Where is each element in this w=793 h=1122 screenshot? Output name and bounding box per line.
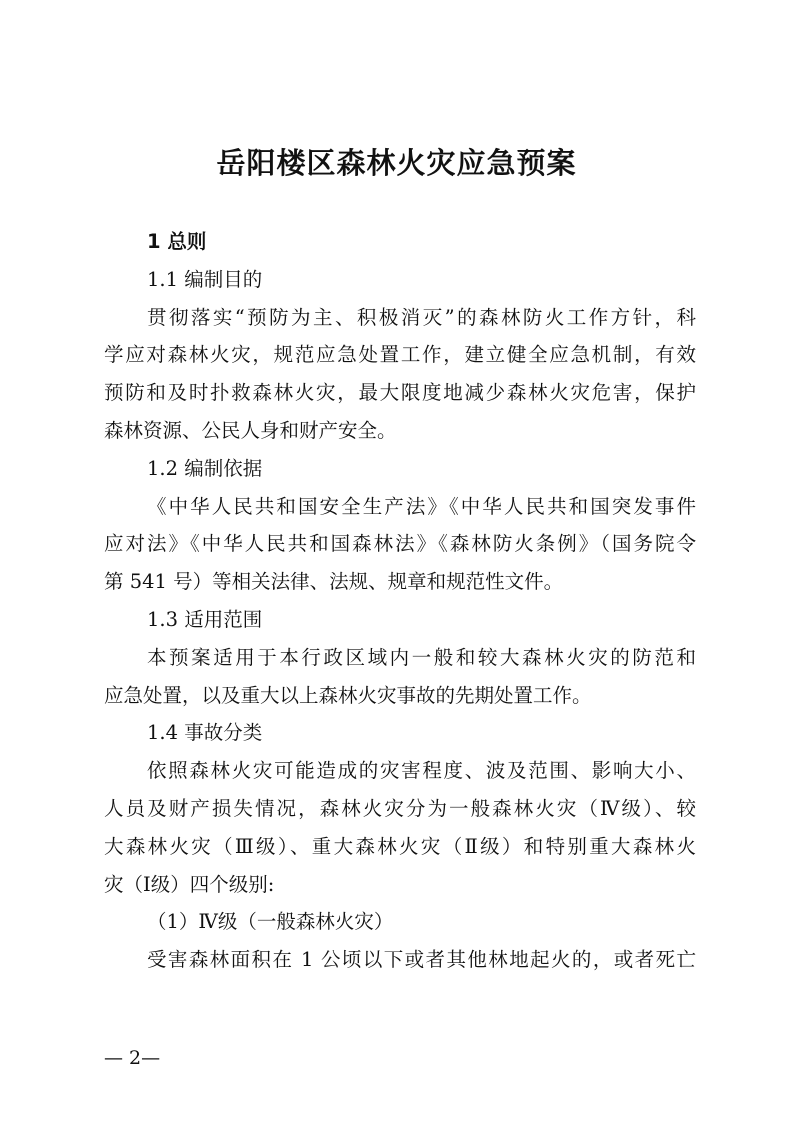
document-title: 岳阳楼区森林火灾应急预案 xyxy=(216,146,577,180)
paragraph-line: 预防和及时扑救森林火灾，最大限度地减少森林火灾危害，保护 xyxy=(104,381,696,405)
paragraph-line: 依照森林火灾可能造成的灾害程度、波及范围、影响大小、 xyxy=(147,759,696,783)
section-heading-general: 1 总则 xyxy=(147,230,207,253)
subsection-heading-classification: 1.4 事故分类 xyxy=(147,721,263,745)
subsection-heading-basis: 1.2 编制依据 xyxy=(147,456,263,480)
paragraph-line: 人员及财产损失情况，森林火灾分为一般森林火灾（Ⅳ级）、较 xyxy=(104,796,696,820)
document-body xyxy=(104,223,696,979)
paragraph-line: 学应对森林火灾，规范应急处置工作，建立健全应急机制，有效 xyxy=(104,343,696,367)
list-item-level-iv: （1）Ⅳ级（一般森林火灾） xyxy=(147,910,394,934)
paragraph-line: 受害森林面积在 1 公顷以下或者其他林地起火的，或者死亡 xyxy=(147,948,696,972)
subsection-heading-scope: 1.3 适用范围 xyxy=(147,607,263,631)
subsection-heading-purpose: 1.1 编制目的 xyxy=(147,267,263,291)
paragraph-line: 森林资源、公民人身和财产安全。 xyxy=(104,418,397,442)
paragraph-line: 大森林火灾（Ⅲ级）、重大森林火灾（Ⅱ级）和特别重大森林火 xyxy=(104,834,696,858)
paragraph-line: 应急处置，以及重大以上森林火灾事故的先期处置工作。 xyxy=(104,683,592,707)
paragraph-line: 应对法》《中华人民共和国森林法》《森林防火条例》（国务院令 xyxy=(104,532,696,556)
page-number: — 2— xyxy=(104,1047,161,1069)
paragraph-line: 《中华人民共和国安全生产法》《中华人民共和国突发事件 xyxy=(147,494,696,518)
paragraph-line: 贯彻落实“预防为主、积极消灭”的森林防火工作方针，科 xyxy=(147,305,696,329)
paragraph-line: 本预案适用于本行政区域内一般和较大森林火灾的防范和 xyxy=(147,645,696,669)
paragraph-line: 第 541 号）等相关法律、法规、规章和规范性文件。 xyxy=(104,570,564,594)
paragraph-line: 灾（Ⅰ级）四个级别: xyxy=(104,872,275,896)
